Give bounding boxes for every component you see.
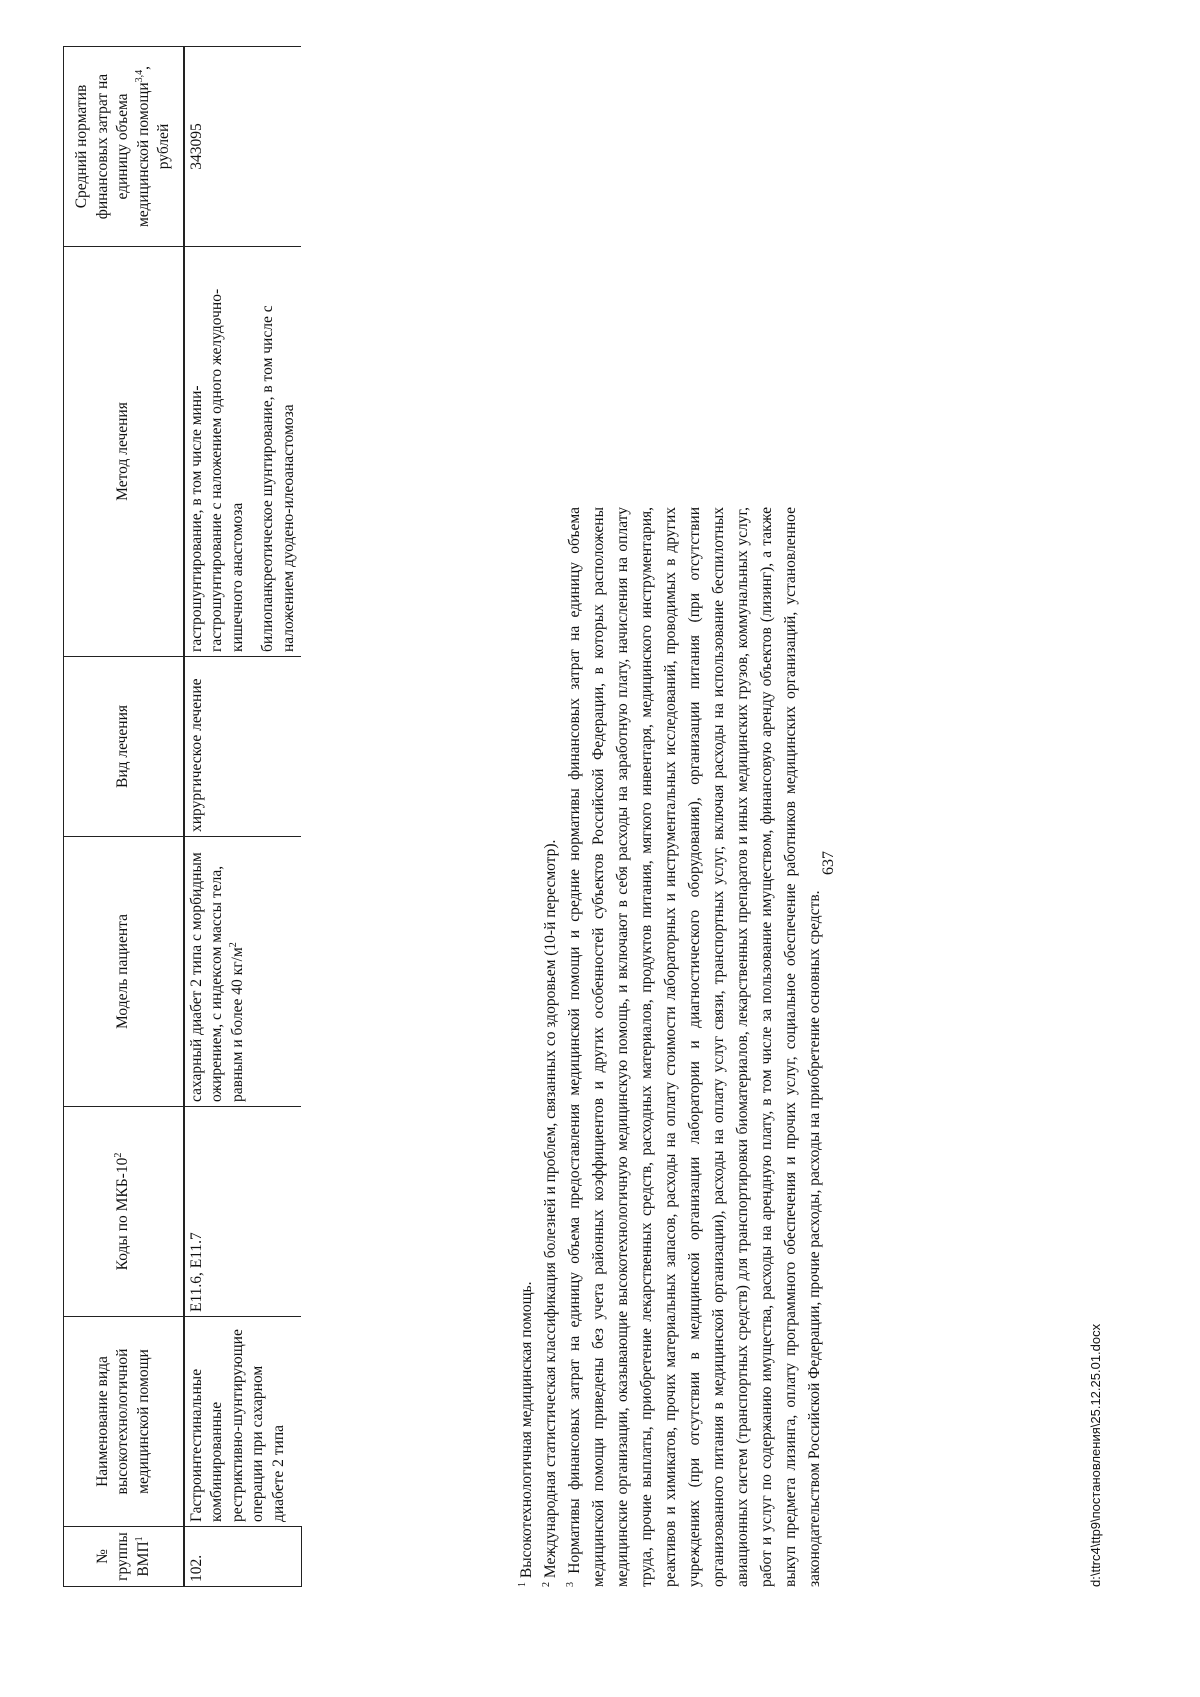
cell-patient-model: сахарный диабет 2 типа с морбидным ожирением, с индексом массы тела, равным и более 40 $кг/м^2$	[184, 837, 301, 1107]
footnotes	[515, 507, 827, 1587]
header-avg-cost: Средний норматив финансовых затрат на единицу объема медицинской помощи$^{3,4}$, рублей	[64, 47, 185, 247]
cell-avg-cost: 343095	[184, 47, 301, 247]
footnote: $^2$ Международная статистическая классификация болезней и проблем, связанных со здоровьем (10-й пересмотр).	[540, 839, 560, 1587]
cell-treatment-method	[184, 247, 301, 657]
cell-icd-codes: E11.6, E11.7	[184, 1107, 301, 1317]
file-path: d:\ttrc4\ttp9\постановления\25.12.25.01.docx	[1088, 1323, 1103, 1587]
header-patient-model: Модель пациента	[64, 837, 185, 1107]
treatment-method-item: гастрошунтирование, в том числе мини-гастрошунтирование с наложением одного желудочно-кишечного анастомоза	[188, 288, 246, 652]
footnote: $^1$ Высокотехнологичная медицинская помощь.	[516, 1281, 535, 1587]
header-icd-codes: Коды по МКБ-$10^2$	[64, 1107, 185, 1317]
table-header-row	[64, 47, 185, 1587]
header-treatment-type: Вид лечения	[64, 657, 185, 837]
footnote: $^3$ Нормативы финансовых затрат на единицу объема предоставления медицинской помощи и средние нормативы финансовых затрат на единицу объема медицинской помощи приведены без учета районных коэффициентов и других особенностей субъектов Российской Федерации, в которых расположены медицинские организации, оказывающие высокотехнологичную медицинскую помощь, и включают в себя расходы на заработную плату, начисления на оплату труда, прочие выплаты, приобретение лекарственных средств, расходных материалов, продуктов питания, мягкого инвентаря, медицинского инструментария, реактивов и химикатов, прочих материальных запасов, расходы на оплату стоимости лабораторных и инструментальных исследований, проводимых в других учреждениях (при отсутствии в медицинской организации лаборатории и диагностического оборудования), организации питания (при отсутствии организованного питания в медицинской организации), расходы на оплату услуг связи, транспортных услуг, включая расходы на использование беспилотных авиационных систем (транспортных средств) для транспортировки биоматериалов, лекарственных препаратов и иных медицинских грузов, коммунальных услуг, работ и услуг по содержанию имущества, расходы на арендную плату, в том числе за пользование имуществом, финансовую аренду объектов (лизинг), а также выкуп предмета лизинга, оплату программного обеспечения и прочих услуг, социальное обеспечение работников медицинских организаций, установленное законодательством Российской Федерации, прочие расходы, расходы на приобретение основных средств.	[564, 506, 824, 1587]
header-treatment-method: Метод лечения	[64, 247, 185, 657]
table-row	[184, 47, 301, 1587]
cell-treatment-type: хирургическое лечение	[184, 657, 301, 837]
header-group-no: № группы ВМП$^1$	[64, 1527, 185, 1587]
treatment-method-item: билиопанкреотическое шунтирование, в том числе с наложением дуодено-илеоанастомоза	[259, 305, 297, 652]
vmp-table	[63, 46, 302, 1587]
cell-vmp-name: Гастроинтестинальные комбинированные рестриктивно-шунтирующие операции при сахарном диабете 2 типа	[184, 1317, 301, 1527]
cell-group-no: 102.	[184, 1527, 301, 1587]
header-vmp-name: Наименование вида высокотехнологичной медицинской помощи	[64, 1317, 185, 1527]
page-number: 637	[820, 851, 837, 875]
